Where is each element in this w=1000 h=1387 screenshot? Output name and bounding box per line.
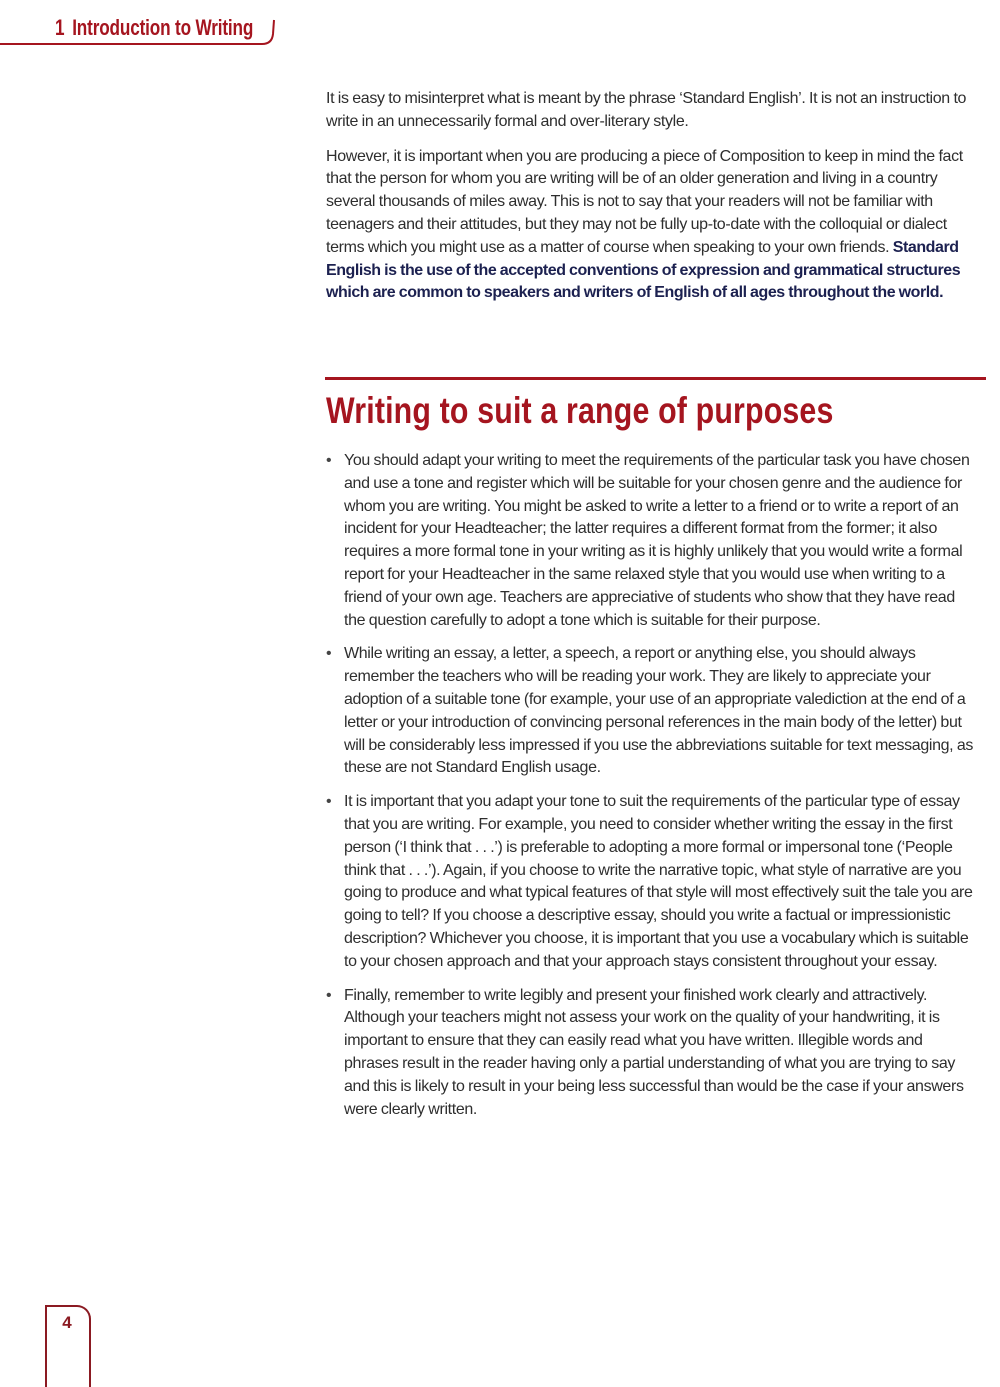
intro-paragraph-2-text: However, it is important when you are producing a piece of Composition to keep in mind the fact that the person for whom you are writing will be of an older generation and living in a country several thousands of miles away. This is not to say that your readers will not be familiar with teenagers and their attitudes, but they may not be fully up-to-date with the colloquial or dialect terms which you might use as a matter of course when speaking to your own friends. (326, 147, 963, 256)
section-heading: Writing to suit a range of purposes (326, 390, 834, 431)
bullet-icon: • (326, 452, 332, 469)
bullet-text: You should adapt your writing to meet the requirements of the particular task you have chosen and use a tone and register which will be suitable for your chosen genre and the audience for whom you are writing. You might be asked to write a letter to a friend or to write a report of an incident for your Headteacher; the latter requires a different format from the former; it also requires a more formal tone in your writing as it is highly unlikely that you would write a formal report for your Headteacher in the same relaxed style that you would use when writing to a friend of your own age. Teachers are appreciative of students who show that they have read the question carefully to adopt a tone which is suitable for their purpose. (344, 452, 970, 629)
intro-paragraph-2 (326, 146, 976, 306)
section-divider-rule (325, 377, 986, 380)
bullet-icon: • (326, 793, 332, 811)
chapter-number: 1 (55, 15, 65, 40)
standard-english-definition: Standard English is the use of the accepted conventions of expression and grammatical structures which are common to speakers and writers of English of all ages throughout the world. (326, 238, 961, 302)
page-number: 4 (62, 1313, 72, 1332)
chapter-title (55, 15, 253, 41)
bullet-text: Finally, remember to write legibly and present your finished work clearly and attractively. Although your teachers might not assess your work on the quality of your handwriting, it is important to ensure that they can easily read what you have written. Illegible words and phrases result in the reader having only a partial understanding of what you are trying to say and this is likely to result in your being less successful than would be the case if your answers were clearly written. (344, 986, 964, 1118)
purposes-bullet-list (326, 450, 976, 1132)
bullet-item (326, 791, 976, 973)
page-number-tab (45, 1305, 91, 1387)
bullet-item (326, 450, 976, 632)
bullet-item (326, 985, 976, 1122)
chapter-header (0, 0, 300, 60)
bullet-item (326, 643, 976, 780)
chapter-title-text: Introduction to Writing (72, 15, 254, 40)
bullet-text: It is important that you adapt your tone to suit the requirements of the particular type of essay that you are writing. For example, you need to consider whether writing the essay in the first person (‘I think that . . .’) is preferable to adopting a more formal or impersonal tone (‘People think that . . .’). Again, if you choose to write the narrative topic, what style of narrative are you going to produce and what typical features of that style will most effectively suit the tale you are going to tell? If you choose a descriptive essay, should you write a factual or impressionistic description? Whichever you choose, it is important that you use a vocabulary which is suitable to your chosen approach and that your approach stays consistent throughout your essay. (344, 793, 973, 970)
bullet-text: While writing an essay, a letter, a speech, a report or anything else, you should always remember the teachers who will be reading your work. They are likely to appreciate your adoption of a suitable tone (for example, your use of an appropriate valediction at the end of a letter or your introduction of convincing personal references in the main body of the letter) but will be considerably less impressed if you use the abbreviations suitable for text messaging, as these are not Standard English usage. (344, 645, 974, 777)
intro-section (326, 88, 976, 305)
bullet-icon: • (326, 986, 332, 1004)
bullet-icon: • (326, 645, 332, 663)
intro-paragraph-1: It is easy to misinterpret what is meant by the phrase ‘Standard English’. It is not an instruction to write in an unnecessarily formal and over-literary style. (326, 90, 967, 130)
